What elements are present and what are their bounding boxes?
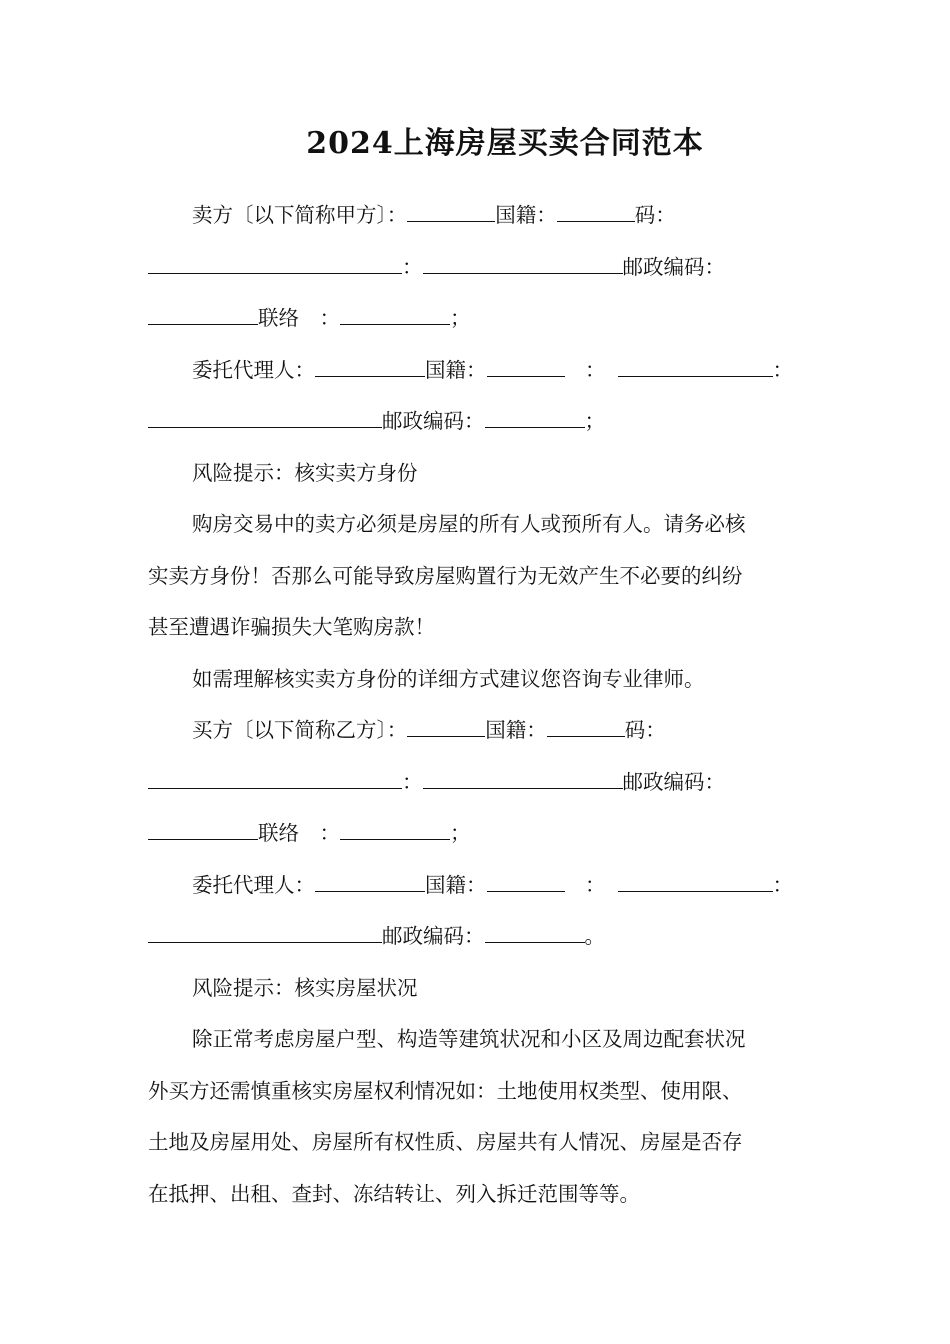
buyer-name-blank bbox=[407, 716, 485, 738]
buyer-line-2 bbox=[148, 757, 808, 809]
risk1-para-line-1: 购房交易中的卖方必须是房屋的所有人或预所有人。请务必核 bbox=[192, 512, 746, 536]
buyer-line-3 bbox=[148, 808, 808, 860]
buyer-address-blank bbox=[423, 767, 623, 789]
buyer-postal-blank bbox=[148, 819, 258, 841]
seller-agent-colon-b: ： bbox=[772, 357, 793, 382]
seller-agent-postal-label: 邮政编码： bbox=[382, 409, 485, 433]
seller-agent-end: ； bbox=[584, 409, 605, 433]
seller-line-1 bbox=[148, 190, 808, 242]
buyer-agent-line-2 bbox=[148, 911, 808, 963]
buyer-nationality-label: 国籍： bbox=[485, 718, 547, 742]
buyer-nationality-blank bbox=[547, 716, 625, 738]
seller-agent-address-blank bbox=[148, 407, 382, 429]
buyer-code-label: 码： bbox=[624, 718, 666, 742]
seller-agent-colon-a: ： bbox=[564, 357, 606, 382]
risk2-para-line-1: 除正常考虑房屋户型、构造等建筑状况和小区及周边配套状况 bbox=[192, 1027, 746, 1051]
buyer-agent-postal-blank bbox=[485, 922, 585, 944]
buyer-agent-id-blank bbox=[618, 870, 773, 892]
buyer-agent-nationality-blank bbox=[487, 870, 565, 892]
seller-address-blank bbox=[423, 252, 623, 274]
risk2-para-line-2: 外买方还需慎重核实房屋权利情况如：土地使用权类型、使用限、 bbox=[148, 1078, 743, 1103]
buyer-agent-address-blank bbox=[148, 922, 382, 944]
risk1-heading: 风险提示：核实卖方身份 bbox=[192, 460, 418, 485]
seller-contact-label: 联络 ： bbox=[258, 306, 340, 330]
seller-postal-blank bbox=[148, 304, 258, 326]
document-title: 2024上海房屋买卖合同范本 bbox=[306, 126, 704, 161]
seller-contact-blank bbox=[340, 304, 450, 326]
risk1-advice: 如需理解核实卖方身份的详细方式建议您咨询专业律师。 bbox=[192, 666, 705, 691]
buyer-postal-label: 邮政编码： bbox=[622, 769, 725, 794]
seller-agent-id-blank bbox=[618, 355, 773, 377]
seller-agent-postal-blank bbox=[485, 407, 585, 429]
seller-line-end: ； bbox=[450, 306, 471, 330]
seller-postal-label: 邮政编码： bbox=[622, 254, 725, 279]
buyer-party-label: 买方〔以下简称乙方〕： bbox=[192, 718, 408, 742]
seller-line-3 bbox=[148, 293, 808, 345]
buyer-contact-blank bbox=[340, 819, 450, 841]
document-body bbox=[148, 190, 808, 1220]
buyer-agent-end: 。 bbox=[584, 924, 605, 948]
risk2-para-line-3: 土地及房屋用处、房屋所有权性质、房屋共有人情况、房屋是否存 bbox=[148, 1130, 743, 1154]
buyer-agent-postal-label: 邮政编码： bbox=[382, 924, 485, 948]
seller-agent-blank bbox=[315, 355, 425, 377]
buyer-agent-blank bbox=[315, 870, 425, 892]
seller-nationality-blank bbox=[557, 201, 635, 223]
seller-agent-nationality-label: 国籍： bbox=[425, 357, 487, 382]
buyer-id-blank bbox=[148, 767, 402, 789]
seller-agent-line-1 bbox=[148, 345, 808, 397]
risk2-heading: 风险提示：核实房屋状况 bbox=[192, 975, 418, 1000]
buyer-agent-line-1 bbox=[148, 860, 808, 912]
buyer-line-1 bbox=[148, 705, 808, 757]
buyer-address-colon: ： bbox=[402, 769, 423, 794]
risk1-para-line-2: 实卖方身份！否那么可能导致房屋购置行为无效产生不必要的纠纷 bbox=[148, 563, 743, 588]
buyer-contact-label: 联络 ： bbox=[258, 821, 340, 845]
risk1-para-line-3: 甚至遭遇诈骗损失大笔购房款！ bbox=[148, 615, 435, 639]
risk2-para-line-4: 在抵押、出租、查封、冻结转让、列入拆迁范围等等。 bbox=[148, 1181, 640, 1206]
buyer-agent-colon-a: ： bbox=[564, 872, 606, 897]
buyer-agent-colon-b: ： bbox=[772, 872, 793, 897]
seller-line-2 bbox=[148, 242, 808, 294]
seller-nationality-label: 国籍： bbox=[495, 203, 557, 227]
buyer-line-end: ； bbox=[450, 821, 471, 845]
seller-id-blank bbox=[148, 252, 402, 274]
seller-agent-nationality-blank bbox=[487, 355, 565, 377]
seller-code-label: 码： bbox=[634, 203, 676, 227]
seller-party-label: 卖方〔以下简称甲方〕： bbox=[192, 203, 408, 227]
buyer-agent-label: 委托代理人： bbox=[192, 872, 315, 897]
seller-name-blank bbox=[407, 201, 495, 223]
seller-address-colon: ： bbox=[402, 254, 423, 279]
buyer-agent-nationality-label: 国籍： bbox=[425, 872, 487, 897]
seller-agent-line-2 bbox=[148, 396, 808, 448]
seller-agent-label: 委托代理人： bbox=[192, 357, 315, 382]
